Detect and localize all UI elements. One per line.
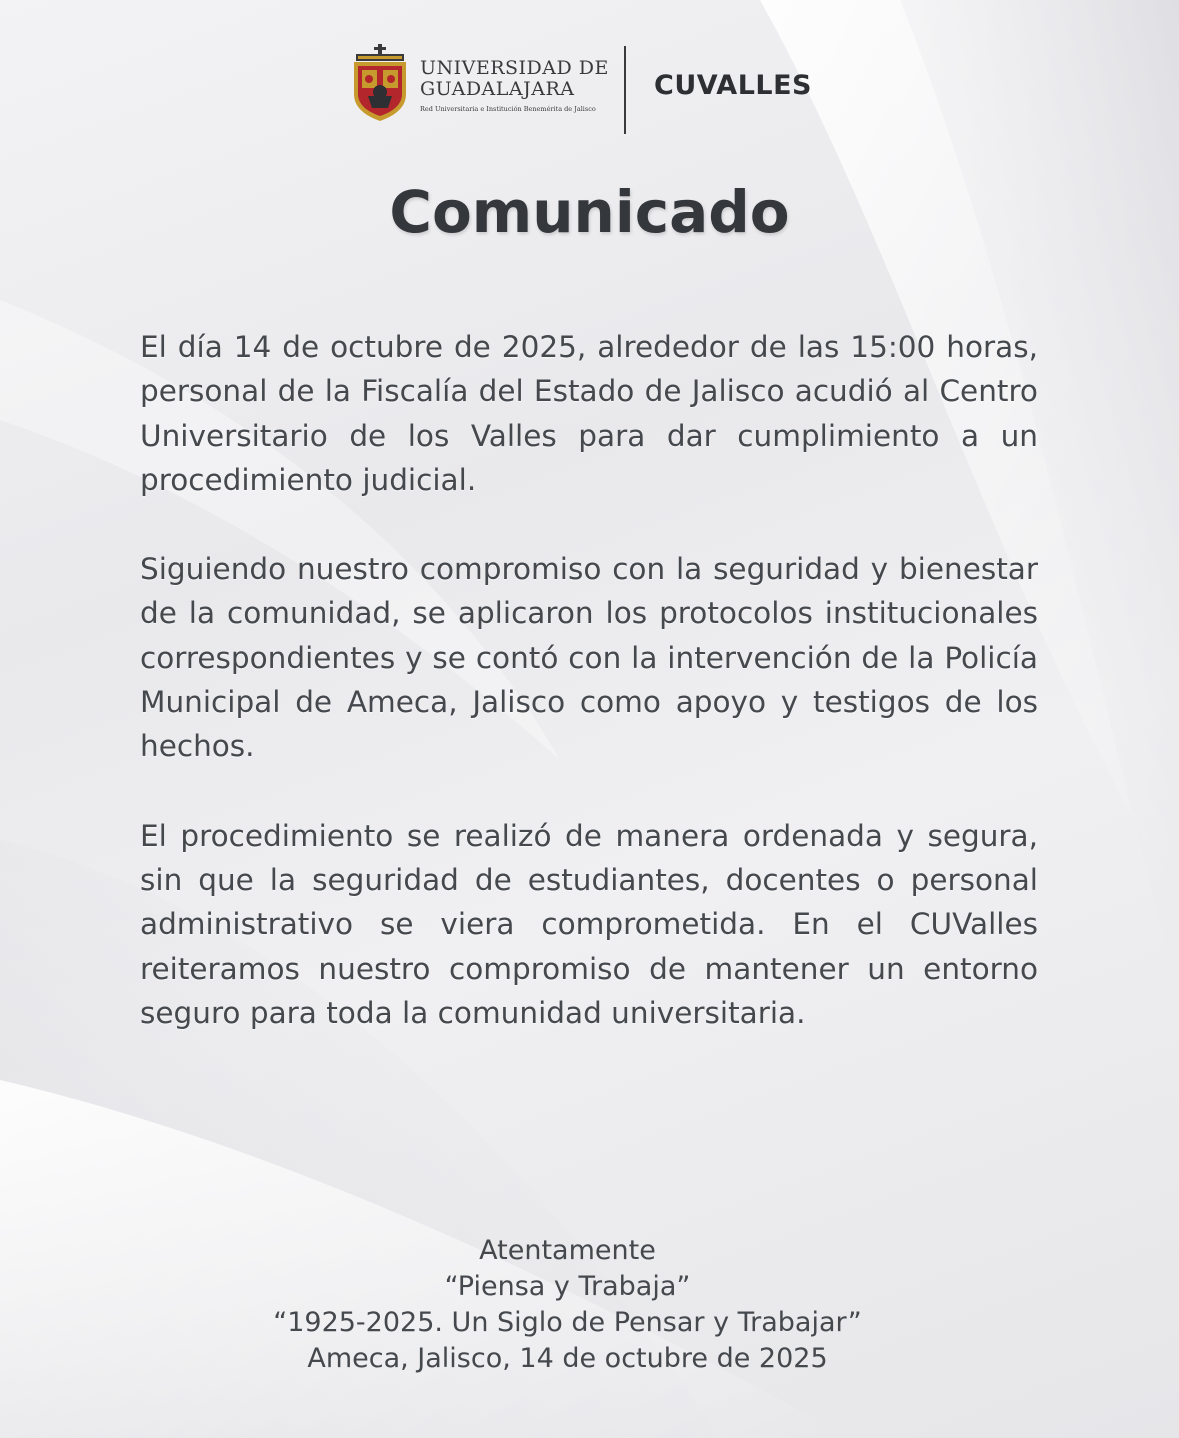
closing-place-date: Ameca, Jalisco, 14 de octubre de 2025	[307, 1343, 828, 1374]
university-name-line2: GUADALAJARA	[420, 78, 575, 100]
header-divider	[624, 46, 626, 134]
university-tagline: Red Universitaria e Institución Benemérita de Jalisco	[420, 105, 596, 113]
closing-salutation: Atentamente	[479, 1235, 656, 1266]
paragraph-3: El procedimiento se realizó de manera ordenada y segura, sin que la seguridad de estudiantes, docentes o personal administrativo se viera comprometida. En el CUValles reiteramos nuestro compromiso de mantener un entorno seguro para toda la comunidad universitaria.	[140, 818, 1038, 1030]
paragraph-1: El día 14 de octubre de 2025, alrededor de las 15:00 horas, personal de la Fiscalía del Estado de Jalisco acudió al Centro Universitario de los Valles para dar cumplimiento a un procedimiento judicial.	[140, 330, 1038, 497]
paragraph-2: Siguiendo nuestro compromiso con la seguridad y bienestar de la comunidad, se aplicaron los protocolos institucionales correspondientes y se contó con la intervención de la Policía Municipal de Ameca, Jalisco como apoyo y testigos de los hechos.	[140, 552, 1038, 764]
header	[348, 44, 838, 136]
closing-motto: “Piensa y Trabaja”	[444, 1271, 691, 1302]
communique-body	[140, 325, 1038, 1080]
page-title: Comunicado	[389, 178, 790, 246]
campus-name: CUVALLES	[654, 70, 812, 101]
university-name-line1: UNIVERSIDAD DE	[420, 57, 609, 79]
closing-block	[0, 1233, 1135, 1377]
university-name	[420, 58, 610, 121]
university-shield-icon	[350, 44, 410, 122]
closing-centennial: “1925-2025. Un Siglo de Pensar y Trabajar”	[273, 1307, 862, 1338]
